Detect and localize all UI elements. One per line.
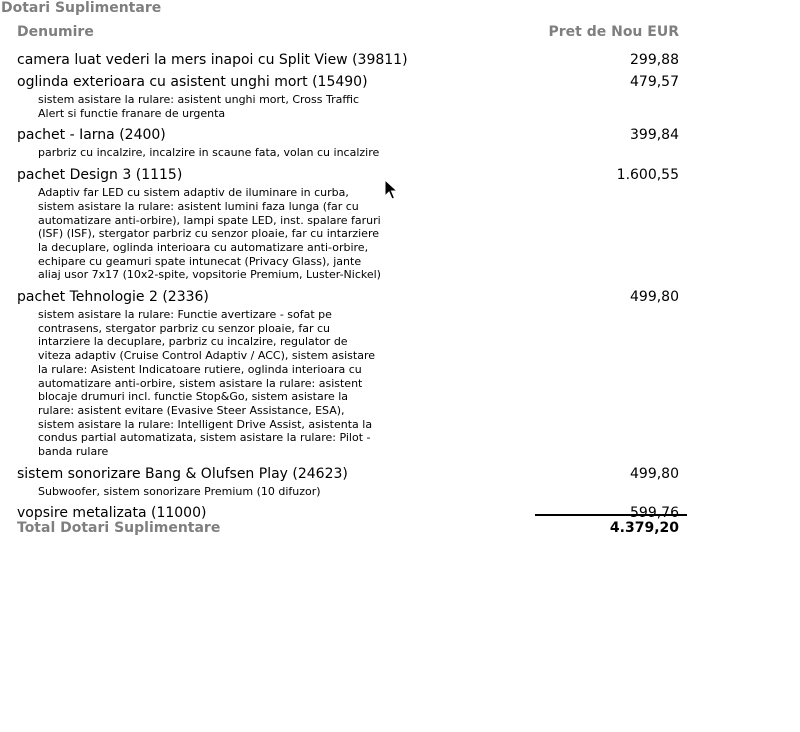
- item-price: 479,57: [630, 74, 679, 90]
- item-name: vopsire metalizata (11000): [17, 505, 207, 522]
- section-title: Dotari Suplimentare: [1, 0, 162, 16]
- item-price: 1.600,55: [616, 167, 679, 184]
- item-price: 499,80: [630, 289, 679, 306]
- table-header: [17, 24, 679, 41]
- item-price: 299,88: [630, 52, 679, 68]
- item-price: 399,84: [630, 127, 679, 144]
- item-name: camera luat vederi la mers inapoi cu Split View (39811): [17, 52, 408, 68]
- item-name: oglinda exterioara cu asistent unghi mort (15490): [17, 74, 368, 90]
- total-label: Total Dotari Suplimentare: [17, 520, 221, 536]
- item-row: [17, 49, 679, 71]
- items-list: [17, 49, 679, 524]
- list-item: [17, 71, 679, 124]
- item-description: Subwoofer, sistem sonorizare Premium (10 difuzor): [38, 484, 321, 498]
- item-row: [17, 286, 679, 308]
- column-header-price: Pret de Nou EUR: [548, 24, 679, 40]
- item-price: 599,76: [630, 505, 679, 522]
- list-item: [17, 164, 679, 286]
- item-row: [17, 164, 679, 186]
- item-name: pachet - Iarna (2400): [17, 127, 166, 144]
- list-item: [17, 49, 679, 71]
- item-description: sistem asistare la rulare: asistent unghi mort, Cross Traffic Alert si functie franare de urgenta: [38, 93, 360, 120]
- column-header-name: Denumire: [17, 24, 94, 40]
- list-item: [17, 463, 679, 503]
- item-row: [17, 463, 679, 485]
- item-name: pachet Design 3 (1115): [17, 167, 183, 184]
- item-row: [17, 124, 679, 146]
- item-name: sistem sonorizare Bang & Olufsen Play (24623): [17, 465, 348, 482]
- item-price: 499,80: [630, 465, 679, 482]
- total-divider: [535, 514, 687, 516]
- list-item: [17, 124, 679, 164]
- item-description: sistem asistare la rulare: Functie avertizare - sofat pe contrasens, stergator parbriz cu senzor ploaie, far cu intarziere la decuplare, parbriz cu incalzire, regulator de viteza adaptiv (Cruise Control Adaptiv / ACC), sistem asistare la rulare: Asistent Indicatoare rutiere, oglinda interioara cu automatizare anti-orbire, sistem asistare la rulare: asistent blocaje drumuri incl. functie Stop&Go, sistem asistare la rulare: asistent evitare (Evasive Steer Assistance, ESA), sistem asistare la rulare: Intelligent Drive Assist, asistenta la condus partial automatizata, sistem asistare la rulare: Pilot - banda rulare: [38, 308, 376, 459]
- mouse-cursor-icon: [384, 179, 400, 201]
- item-description: Adaptiv far LED cu sistem adaptiv de iluminare in curba, sistem asistare la rulare: asistent lumini faza lunga (far cu automatizare anti-orbire), lampi spate LED, inst. spalare faruri (ISF) (ISF), stergator parbriz cu senzor ploaie, far cu intarziere la decuplare, oglinda interioara cu automatizare anti-orbire, echipare cu geamuri spate intunecat (Privacy Glass), jante aliaj usor 7x17 (10x2-spite, vopsitorie Premium, Luster-Nickel): [38, 186, 381, 282]
- list-item: [17, 286, 679, 463]
- item-description: parbriz cu incalzire, incalzire in scaune fata, volan cu incalzire: [38, 146, 380, 160]
- item-name: pachet Tehnologie 2 (2336): [17, 289, 209, 306]
- total-value: 4.379,20: [609, 520, 679, 536]
- item-row: [17, 71, 679, 93]
